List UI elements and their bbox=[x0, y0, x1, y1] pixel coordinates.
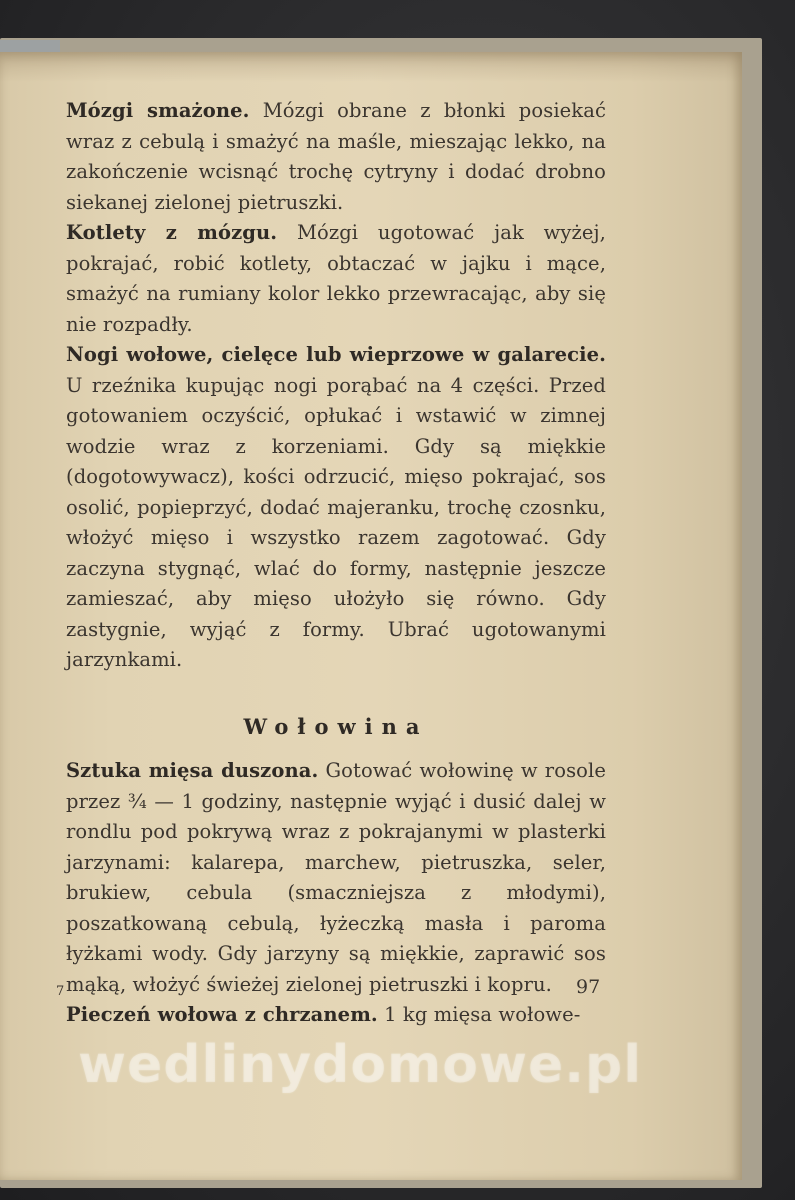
recipe-paragraph bbox=[66, 96, 606, 218]
page-shadow bbox=[0, 52, 742, 82]
page-number: 97 bbox=[576, 976, 601, 998]
recipe-paragraph bbox=[66, 756, 606, 1000]
recipe-title: Nogi wołowe, cielęce lub wieprzowe w galarecie. bbox=[66, 343, 606, 366]
recipe-title: Mózgi smażone. bbox=[66, 99, 250, 122]
printer-signature: 7 bbox=[56, 984, 65, 999]
recipe-paragraph bbox=[66, 218, 606, 340]
page-text bbox=[66, 96, 606, 1031]
site-watermark: wedlinydomowe.pl bbox=[78, 1035, 643, 1095]
recipe-paragraph bbox=[66, 1000, 606, 1031]
recipe-body: 1 kg mięsa wołowe- bbox=[377, 1003, 581, 1026]
recipe-title: Sztuka mięsa duszona. bbox=[66, 759, 319, 782]
recipe-body: Gotować wołowinę w rosole przez ¾ — 1 godziny, następnie wyjąć i dusić dalej w rondlu pod pokrywą wraz z pokrajanymi w plasterki jarzynami: kalarepa, marchew, pietruszka, seler, brukiew, cebula (smaczniejsza z młodymi), poszatkowaną cebulą, łyżeczką masła i paroma łyżkami wody. Gdy jarzyny są miękkie, zaprawić sos mąką, włożyć świeżej zielonej pietruszki i kopru. bbox=[66, 759, 606, 996]
recipe-body: Mózgi obrane z błonki posiekać wraz z cebulą i smażyć na maśle, mieszając lekko, na zakończenie wcisnąć trochę cytryny i dodać drobno siekanej zielonej pietruszki. bbox=[66, 99, 606, 214]
recipe-body: Mózgi ugotować jak wyżej, pokrajać, robić kotlety, obtaczać w jajku i mące, smażyć na rumiany kolor lekko przewracając, aby się nie rozpadły. bbox=[66, 221, 606, 336]
recipe-title: Pieczeń wołowa z chrzanem. bbox=[66, 1003, 378, 1026]
recipe-title: Kotlety z mózgu. bbox=[66, 221, 278, 244]
section-heading: Wołowina bbox=[243, 713, 429, 739]
recipe-body: U rzeźnika kupując nogi porąbać na 4 części. Przed gotowaniem oczyścić, opłukać i wstawić w zimnej wodzie wraz z korzeniami. Gdy są miękkie (dogotowywacz), kości odrzucić, mięso pokrajać, sos osolić, popieprzyć, dodać majeranku, trochę czosnku, włożyć mięso i wszystko razem zagotować. Gdy zaczyna stygnąć, wlać do formy, następnie jeszcze zamieszać, aby mięso ułożyło się równo. Gdy zastygnie, wyjąć z formy. Ubrać ugotowanymi jarzynkami. bbox=[66, 373, 606, 671]
recipe-paragraph bbox=[66, 340, 606, 676]
